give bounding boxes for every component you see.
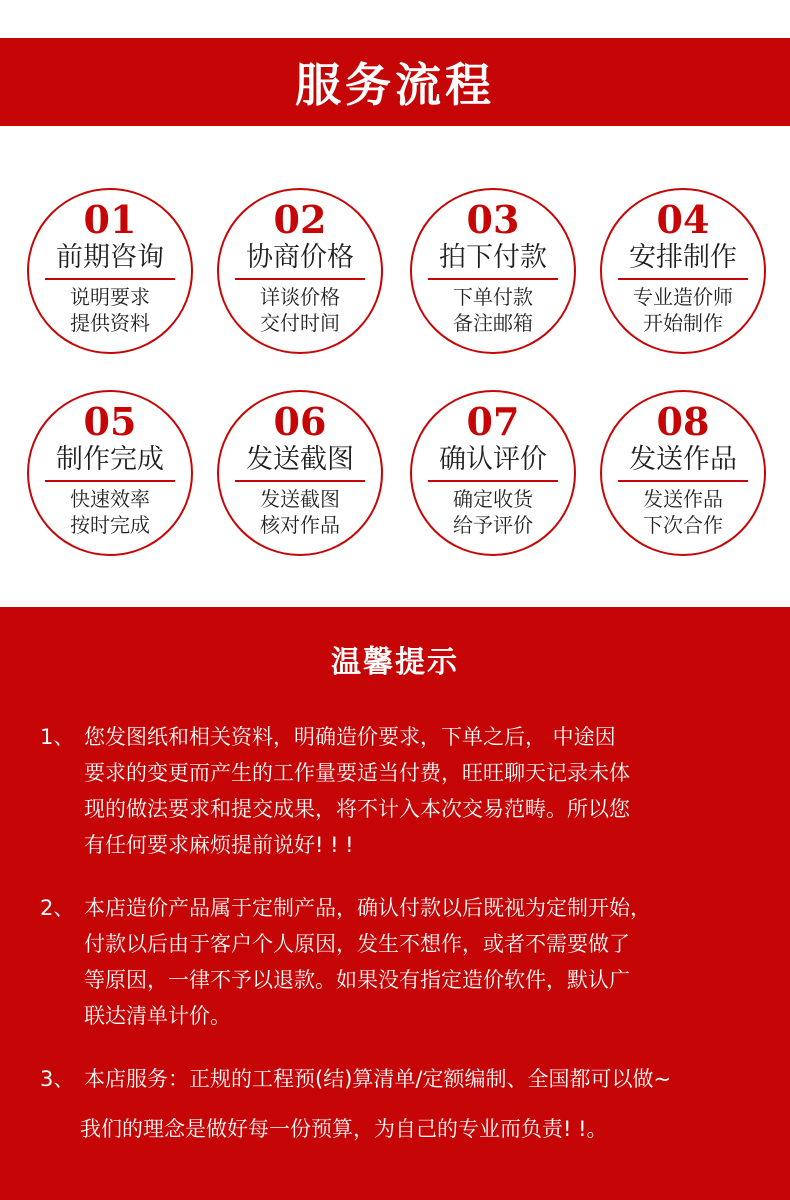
step-description bbox=[602, 284, 764, 336]
step-divider bbox=[235, 480, 365, 482]
step-description bbox=[219, 486, 381, 538]
step-description bbox=[29, 486, 191, 538]
step-number: 06 bbox=[273, 399, 327, 444]
step-title: 制作完成 bbox=[56, 444, 164, 475]
step-desc-line: 交付时间 bbox=[260, 311, 340, 335]
step-divider bbox=[45, 278, 175, 280]
step-number: 07 bbox=[466, 399, 520, 444]
step-title: 协商价格 bbox=[246, 242, 354, 273]
tips-title: 温馨提示 bbox=[331, 645, 459, 680]
step-divider bbox=[618, 480, 748, 482]
step-desc-line: 专业造价师 bbox=[633, 285, 733, 309]
tip-line: 等原因，一律不予以退款。如果没有指定造价软件，默认广 bbox=[84, 968, 630, 992]
step-divider bbox=[235, 278, 365, 280]
step-description bbox=[602, 486, 764, 538]
step-circle-06 bbox=[217, 390, 383, 556]
step-desc-line: 说明要求 bbox=[70, 285, 150, 309]
tip-number: 2、 bbox=[40, 896, 75, 920]
header-banner bbox=[0, 38, 790, 126]
tip-line: 要求的变更而产生的工作量要适当付费，旺旺聊天记录未体 bbox=[84, 761, 630, 785]
tip-line: 付款以后由于客户个人原因，发生不想作，或者不需要做了 bbox=[84, 932, 630, 956]
tip-body bbox=[40, 719, 770, 863]
tip-body bbox=[40, 890, 770, 1034]
tip-item-3 bbox=[40, 1061, 770, 1097]
step-title: 发送截图 bbox=[246, 444, 354, 475]
tip-line: 本店服务：正规的工程预(结)算清单/定额编制、全国都可以做~ bbox=[84, 1067, 672, 1091]
step-number: 08 bbox=[656, 399, 710, 444]
tip-item-1 bbox=[40, 719, 770, 863]
tip-line: 您发图纸和相关资料，明确造价要求，下单之后， 中途因 bbox=[84, 725, 616, 749]
tip-line: 本店造价产品属于定制产品，确认付款以后既视为定制开始， bbox=[84, 896, 651, 920]
step-title: 前期咨询 bbox=[56, 242, 164, 273]
tips-footer: 我们的理念是做好每一份预算，为自己的专业而负责! !。 bbox=[80, 1117, 608, 1141]
tip-number: 1、 bbox=[40, 725, 75, 749]
step-circle-04 bbox=[600, 188, 766, 354]
step-desc-line: 给予评价 bbox=[453, 513, 533, 537]
step-desc-line: 下次合作 bbox=[643, 513, 723, 537]
tip-item-2 bbox=[40, 890, 770, 1034]
step-desc-line: 发送作品 bbox=[643, 487, 723, 511]
step-circle-07 bbox=[410, 390, 576, 556]
step-divider bbox=[428, 278, 558, 280]
service-steps bbox=[0, 188, 790, 568]
tip-line: 有任何要求麻烦提前说好! ! ! bbox=[84, 833, 354, 857]
step-title: 确认评价 bbox=[439, 444, 547, 475]
step-title: 安排制作 bbox=[629, 242, 737, 273]
step-circle-01 bbox=[27, 188, 193, 354]
step-desc-line: 快速效率 bbox=[70, 487, 150, 511]
step-circle-02 bbox=[217, 188, 383, 354]
step-desc-line: 确定收货 bbox=[453, 487, 533, 511]
step-desc-line: 备注邮箱 bbox=[453, 311, 533, 335]
step-description bbox=[219, 284, 381, 336]
step-circle-08 bbox=[600, 390, 766, 556]
step-divider bbox=[45, 480, 175, 482]
tip-number: 3、 bbox=[40, 1067, 75, 1091]
step-description bbox=[29, 284, 191, 336]
step-number: 05 bbox=[83, 399, 137, 444]
step-desc-line: 开始制作 bbox=[643, 311, 723, 335]
step-number: 01 bbox=[83, 197, 137, 242]
step-desc-line: 下单付款 bbox=[453, 285, 533, 309]
step-number: 03 bbox=[466, 197, 520, 242]
page-title: 服务流程 bbox=[295, 58, 495, 112]
step-desc-line: 提供资料 bbox=[70, 311, 150, 335]
tip-line: 联达清单计价。 bbox=[84, 1004, 231, 1028]
step-title: 发送作品 bbox=[629, 444, 737, 475]
tips-panel bbox=[0, 607, 790, 1200]
step-desc-line: 发送截图 bbox=[260, 487, 340, 511]
tip-body bbox=[40, 1061, 770, 1097]
step-divider bbox=[618, 278, 748, 280]
tip-line: 现的做法要求和提交成果，将不计入本次交易范畴。所以您 bbox=[84, 797, 630, 821]
step-desc-line: 按时完成 bbox=[70, 513, 150, 537]
step-circle-05 bbox=[27, 390, 193, 556]
step-description bbox=[412, 486, 574, 538]
step-divider bbox=[428, 480, 558, 482]
step-circle-03 bbox=[410, 188, 576, 354]
step-desc-line: 详谈价格 bbox=[260, 285, 340, 309]
step-desc-line: 核对作品 bbox=[260, 513, 340, 537]
step-number: 04 bbox=[656, 197, 710, 242]
step-description bbox=[412, 284, 574, 336]
step-number: 02 bbox=[273, 197, 327, 242]
step-title: 拍下付款 bbox=[439, 242, 547, 273]
